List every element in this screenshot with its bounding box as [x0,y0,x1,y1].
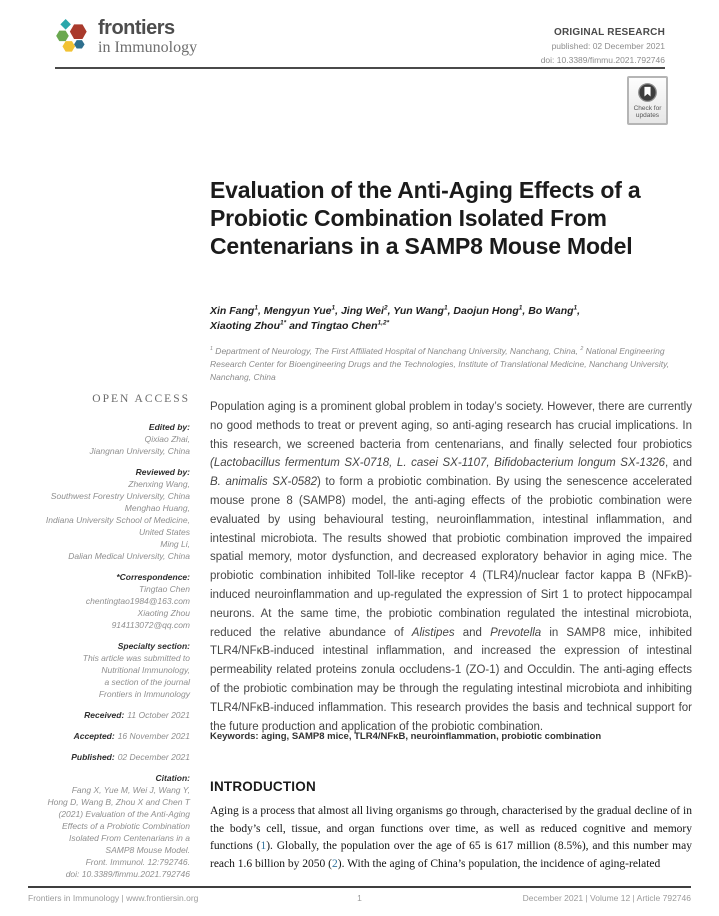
text-segment: Aging is a process that almost all living organisms go through, characterised by the gradual decline of in the body’s cell, tissue, and organ functions over time, as well as reduced cognitive and memory functions ( [210,805,692,852]
superscript-mark: 2 [580,346,584,353]
sidebar-line: Southwest Forestry University, China [50,491,190,501]
sidebar-blocks [28,421,190,880]
sidebar-line: Zhenxing Wang, [128,479,190,489]
italic-text: Prevotella [490,626,542,639]
affiliations [210,345,692,384]
superscript-mark: 1 [331,304,336,312]
frontiers-logo-icon [55,18,91,58]
sidebar-block [28,772,190,880]
text-segment: and [454,626,491,639]
header-meta-block [541,27,665,66]
sidebar-line: Nutritional Immunology, [101,665,190,675]
sidebar-line: 02 December 2021 [117,752,190,762]
journal-name: frontiers [98,17,175,39]
sidebar-block-label: Accepted: [73,731,115,741]
footer-journal-url[interactable]: www.frontiersin.org [126,893,199,903]
text-segment: , Daojun Hong [447,305,519,317]
introduction-heading: INTRODUCTION [210,779,316,794]
superscript-mark: 1 [254,304,258,312]
sidebar-line: Effects of a Probiotic Combination [61,821,190,831]
italic-text: Alistipes [411,626,455,639]
sidebar-block-label: Citation: [155,773,190,783]
sidebar-block [28,751,190,763]
sidebar-line: United States [138,527,190,537]
italic-text: B. animalis SX-0582 [210,476,317,489]
page-footer [28,893,691,903]
sidebar-line: 11 October 2021 [127,710,190,720]
text-segment: Population aging is a prominent global problem in today’s society. However, there are currently no good methods to treat or prevent aging, so anti-aging research has crucial implications. In this research, we screened bacteria from centenarians, and finally selected four probiotics [210,401,692,451]
published-date: published: 02 December 2021 [551,41,665,51]
footer-journal-name: Frontiers in Immunology [28,893,120,903]
keywords-line: Keywords: aging, SAMP8 mice, TLR4/NFκB, neuroinflammation, probiotic combination [210,731,602,742]
sidebar-line: Qixiao Zhai, [144,434,190,444]
sidebar-line: Isolated From Centenarians in a [69,833,190,843]
sidebar-line: Ming Li, [160,539,190,549]
sidebar-block [28,571,190,631]
sidebar-block-label: Received: [84,710,125,720]
sidebar-line: Frontiers in Immunology [98,689,190,699]
sidebar-line: SAMP8 Mouse Model. [105,845,190,855]
article-title: Evaluation of the Anti-Aging Effects of a Probiotic Combination Isolated From Centenarians in a SAMP8 Mouse Model [210,177,641,259]
footer-divider [28,886,691,888]
footer-journal-block [28,893,340,903]
header-divider [55,67,665,69]
sidebar-block-label: Edited by: [148,422,190,432]
sidebar-block [28,466,190,562]
sidebar-line: Tingtao Chen [139,584,190,594]
citation-ref[interactable]: 1 [260,840,267,852]
sidebar-line: Fang X, Yue M, Wei J, Wang Y, [71,785,190,795]
text-segment: ). With the aging of China’s population, the incidence of aging-related [337,857,661,870]
check-updates-line2: updates [635,112,660,119]
sidebar-line: Jiangnan University, China [89,446,190,456]
article-type-label: ORIGINAL RESEARCH [553,27,665,38]
doi-line: doi: 10.3389/fimmu.2021.792746 [540,55,665,65]
sidebar-line: (2021) Evaluation of the Anti-Aging [58,809,190,819]
text-segment: and Tingtao Chen [286,320,378,332]
text-segment: Department of Neurology, The First Affiliated Hospital of Nanchang University, Nanchang, China, [212,346,581,356]
text-segment: , Mengyun Yue [257,305,332,317]
open-access-label: OPEN ACCESS [92,393,190,405]
sidebar-line: Front. Immunol. 12:792746. [85,857,190,867]
sidebar-block-label: Specialty section: [117,641,190,651]
sidebar-line: Xiaoting Zhou [137,608,190,618]
superscript-mark: 1 [443,304,448,312]
sidebar-line: Dalian Medical University, China [68,551,190,561]
journal-logo-text [98,18,197,57]
italic-text: (Lactobacillus fermentum SX-0718, L. casei SX-1107, Bifidobacterium longum SX-1326 [210,457,666,470]
check-updates-line1: Check for [633,105,662,112]
sidebar-line: 16 November 2021 [117,731,190,741]
abstract-paragraph [210,398,692,736]
footer-issue-info: December 2021 | Volume 12 | Article 792746 [522,893,691,903]
sidebar-line: Hong D, Wang B, Zhou X and Chen T [47,797,190,807]
sidebar-line: This article was submitted to [82,653,190,663]
text-segment: National Engineering Research Center for Bioengineering Drugs and the Technologies, Institute of Translational Medicine, Nanchang University, Nanchang, China [210,346,670,382]
text-segment: , and [665,457,692,470]
correspondence-email[interactable]: chentingtao1984@163.com [85,596,190,606]
superscript-mark: 1,2* [377,319,390,327]
text-segment: , Jing Wei [335,305,384,317]
text-segment: ) to form a probiotic combination. By using the senescence accelerated mouse prone 8 (SAMP8) model, the anti-aging effects of the probiotic combination were evaluated by using behavioural testing, neuroinflammation, intestinal inflammation, and intestinal microbiota. The results showed that probiotic combination improved the impaired spatial memory, motor dysfunction, and decreased exploratory behavior in aging mice. The probiotic combination inhibited Toll-like receptor 4 (TLR4)/nuclear factor kappa B (NFκB)-induced neuroinflammation and up-regulated the expression of Sirt 1 to protect hippocampal neurons. At the same time, the probiotic combination regulated the intestinal microbiota, reduced the relative abundance of [210,476,692,639]
sidebar-line: doi: 10.3389/fimmu.2021.792746 [65,869,190,879]
check-for-updates-badge[interactable] [627,76,668,125]
text-segment: , Yun Wang [387,305,444,317]
text-segment: Xin Fang [210,305,255,317]
frontiers-logo [55,18,197,58]
text-segment: , Xiaoting Zhou [210,305,581,332]
superscript-mark: 1 [518,304,523,312]
sidebar-line: Menghao Huang, [124,503,190,513]
check-updates-label [634,105,662,119]
page-number: 1 [357,893,362,903]
text-segment: ). Globally, the population over the age of 65 is 617 million (8.5%), and this number may reach 1.6 billion by 2050 ( [210,840,692,870]
sidebar-block-label: Published: [71,752,115,762]
introduction-paragraph [210,803,692,873]
superscript-mark: 1 [210,346,213,353]
sidebar-block [28,709,190,721]
citation-ref[interactable]: 2 [332,857,338,870]
article-sidebar [28,393,190,889]
sidebar-block-label: Reviewed by: [135,467,190,477]
crossmark-bookmark-icon [637,82,658,103]
sidebar-line: a section of the journal [104,677,190,687]
text-segment: , Bo Wang [522,305,574,317]
sidebar-line: Indiana University School of Medicine, [45,515,190,525]
sidebar-block-label: *Correspondence: [116,572,190,582]
sidebar-block [28,640,190,700]
footer-separator: | [119,893,127,903]
sidebar-block [28,730,190,742]
sidebar-block [28,421,190,457]
authors-line [210,304,610,334]
journal-subtitle: in Immunology [98,39,198,56]
text-segment: in SAMP8 mice, inhibited TLR4/NFκB-induced intestinal inflammation, and increased the expression of intestinal permeability related proteins zonula occludens-1 (ZO-1) and Occuldin. The anti-aging effects of the probiotic combination may be through the regulating intestinal microbiota and inhibiting TLR4/NFκB-induced inflammation. This research provides the basis and technical support for the future production and application of the probiotic combination. [210,626,692,733]
superscript-mark: 1 [573,304,578,312]
superscript-mark: 1* [280,319,287,327]
correspondence-email[interactable]: 914113072@qq.com [111,620,190,630]
superscript-mark: 2 [383,304,388,312]
